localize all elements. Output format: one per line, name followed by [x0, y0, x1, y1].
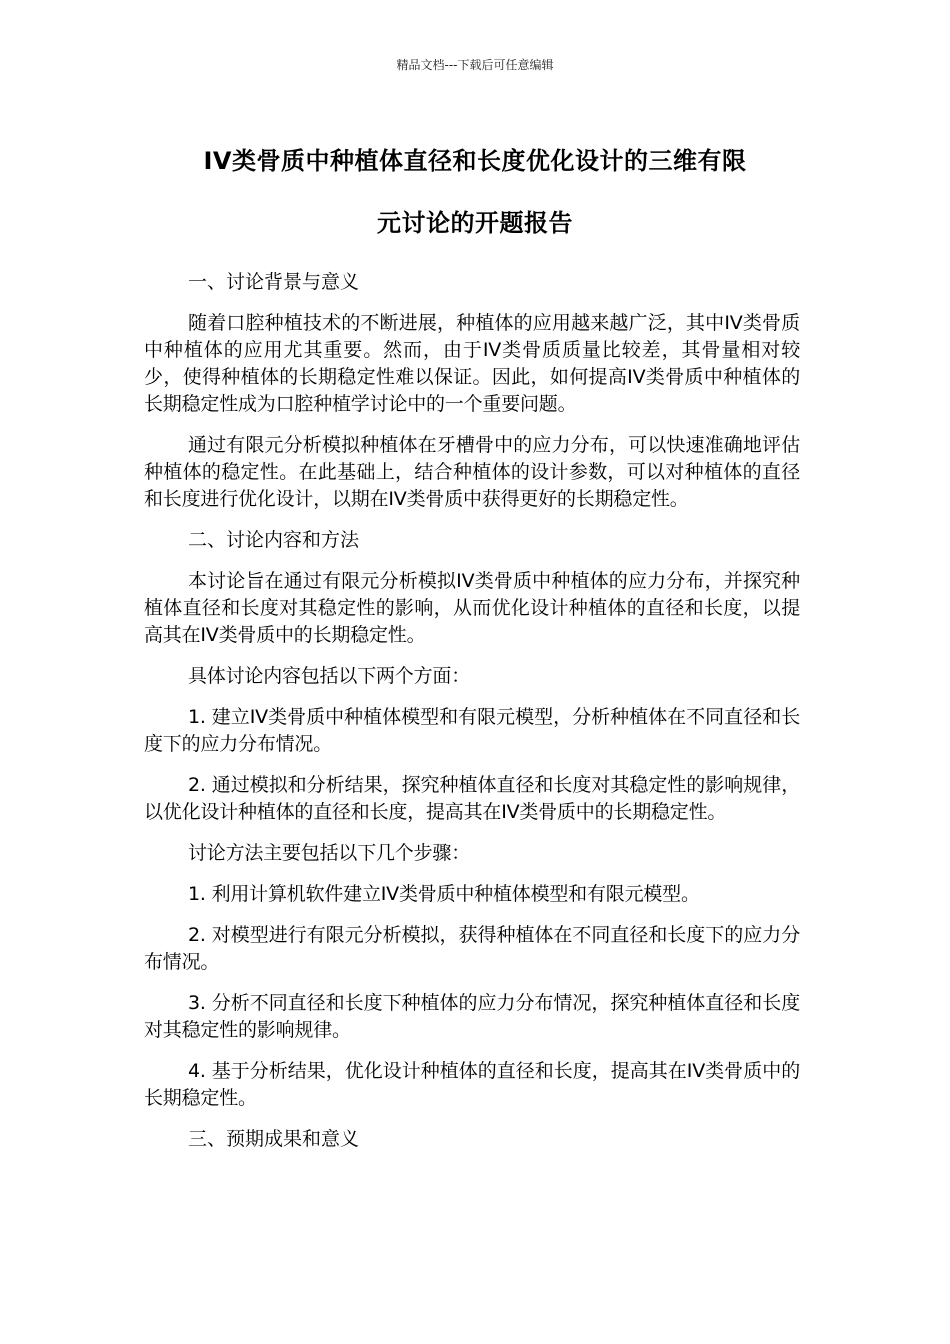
list-item: 3. 分析不同直径和长度下种植体的应力分布情况，探究种植体直径和长度对其稳定性的影响规律。: [144, 992, 800, 1041]
paragraph: 讨论方法主要包括以下几个步骤：: [188, 842, 471, 864]
paragraph: 随着口腔种植技术的不断进展，种植体的应用越来越广泛，其中IV类骨质中种植体的应用尤其重要。然而，由于IV类骨质质量比较差，其骨量相对较少，使得种植体的长期稳定性难以保证。因此，如何提高IV类骨质中种植体的长期稳定性成为口腔种植学讨论中的一个重要问题。: [144, 312, 800, 415]
section-heading-background: 一、讨论背景与意义: [188, 271, 360, 293]
section-heading-content-methods: 二、讨论内容和方法: [188, 529, 360, 551]
document-title: [145, 130, 805, 254]
document-body: [144, 269, 800, 1167]
paragraph: 通过有限元分析模拟种植体在牙槽骨中的应力分布，可以快速准确地评估种植体的稳定性。在此基础上，结合种植体的设计参数，可以对种植体的直径和长度进行优化设计，以期在IV类骨质中获得更好的长期稳定性。: [144, 434, 800, 510]
title-line-1: IV类骨质中种植体直径和长度优化设计的三维有限: [203, 147, 747, 175]
section-heading-expected-results: 三、预期成果和意义: [188, 1128, 360, 1150]
list-item: 2. 通过模拟和分析结果，探究种植体直径和长度对其稳定性的影响规律，以优化设计种植体的直径和长度，提高其在IV类骨质中的长期稳定性。: [144, 774, 800, 823]
list-item: 4. 基于分析结果，优化设计种植体的直径和长度，提高其在IV类骨质中的长期稳定性。: [144, 1060, 800, 1109]
list-item: 1. 建立IV类骨质中种植体模型和有限元模型，分析种植体在不同直径和长度下的应力分布情况。: [144, 706, 800, 755]
paragraph: 本讨论旨在通过有限元分析模拟IV类骨质中种植体的应力分布，并探究种植体直径和长度对其稳定性的影响，从而优化设计种植体的直径和长度，以提高其在IV类骨质中的长期稳定性。: [144, 570, 800, 646]
list-item: 2. 对模型进行有限元分析模拟，获得种植体在不同直径和长度下的应力分布情况。: [144, 924, 800, 973]
list-item: 1. 利用计算机软件建立IV类骨质中种植体模型和有限元模型。: [188, 883, 700, 905]
title-line-2: 元讨论的开题报告: [377, 209, 573, 237]
page-header: 精品文档---下载后可任意编辑: [396, 58, 554, 72]
paragraph: 具体讨论内容包括以下两个方面：: [188, 665, 471, 687]
